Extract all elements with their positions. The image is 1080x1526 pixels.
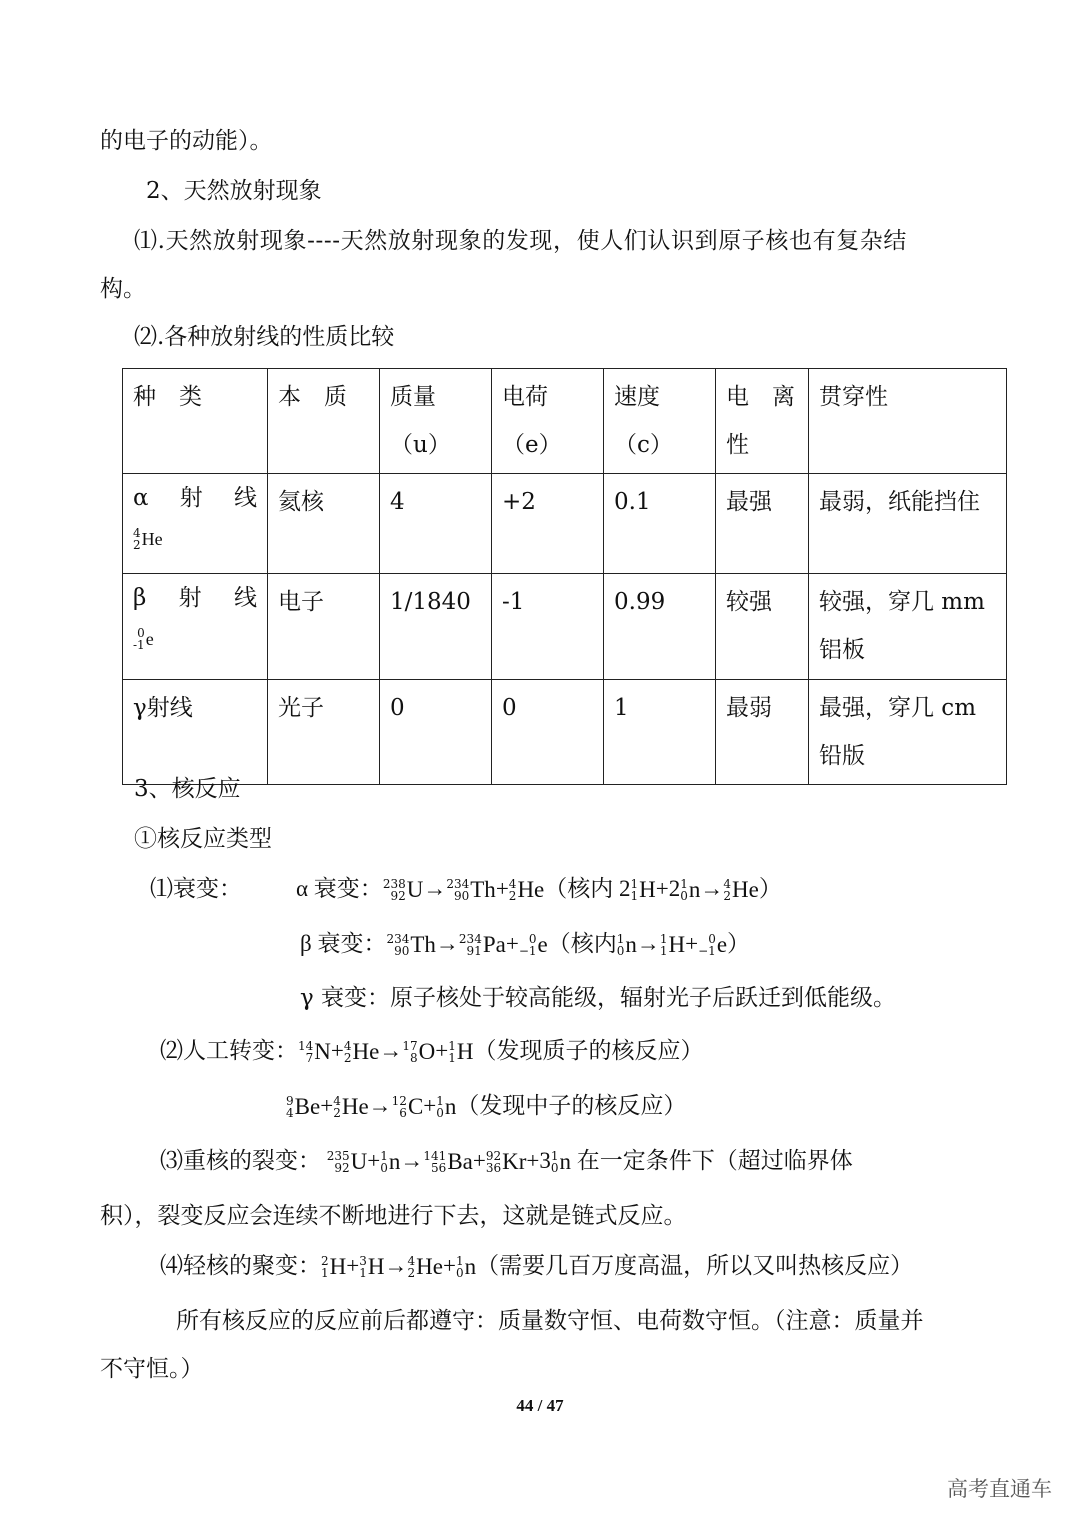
header-cell: 贯穿性: [809, 369, 1007, 474]
cell-text: 较强: [726, 589, 772, 615]
table-cell: [604, 680, 716, 785]
atomic-number: 0: [616, 944, 625, 958]
header-cell: 种 类: [123, 369, 268, 474]
formula-text: +: [367, 1148, 381, 1173]
mass-number: 0: [528, 932, 537, 946]
mass-number: 9: [286, 1094, 294, 1108]
mass-number: 2: [321, 1254, 329, 1268]
formula-text: （核内 2: [544, 876, 631, 901]
artificial-transmutation-formula-2: [286, 1091, 686, 1122]
mass-number: 1: [436, 1094, 444, 1108]
element-symbol: H: [367, 1254, 385, 1279]
formula-text: →: [636, 931, 660, 956]
nuclide: [386, 930, 435, 960]
nuclide: [446, 875, 495, 905]
table-cell: [380, 474, 492, 574]
element-symbol: Th: [410, 932, 436, 957]
fusion-formula: [160, 1251, 913, 1282]
element-symbol: n: [625, 932, 637, 957]
element-symbol: U: [350, 1149, 368, 1174]
element-symbol: He: [416, 1254, 443, 1279]
mass-number: 14: [298, 1039, 314, 1053]
formula-text: +: [320, 1093, 334, 1118]
formula-text: +: [435, 1038, 449, 1063]
mass-number: 1: [380, 1149, 388, 1163]
nuclide: [133, 619, 154, 659]
mass-number: 234: [458, 932, 482, 946]
mass-number: 141: [423, 1149, 447, 1163]
atomic-number: -1: [133, 638, 145, 652]
nuclide: [133, 519, 163, 559]
element-symbol: He: [352, 1039, 380, 1064]
table-cell: [809, 574, 1007, 680]
formula-text: （发现质子的核反应）: [473, 1038, 704, 1063]
atomic-number: 2: [723, 889, 732, 903]
cell-text: 氦核: [278, 489, 324, 515]
table-cell: [716, 574, 809, 680]
atomic-number: 90: [453, 889, 470, 903]
element-symbol: e: [716, 932, 728, 957]
cell-text: 电子: [278, 589, 324, 615]
artificial-transmutation-formula-1: [160, 1036, 704, 1067]
atomic-number: 91: [466, 944, 482, 958]
nuclide: [392, 1092, 424, 1122]
formula-text: →: [400, 1148, 424, 1173]
nuclide: [509, 875, 544, 905]
atomic-number: 0: [455, 1266, 464, 1280]
table-cell: [123, 474, 268, 574]
table-row: [123, 574, 1007, 680]
mass-number: 4: [333, 1094, 341, 1108]
atomic-number: 0: [550, 1161, 559, 1175]
table-header-row: [123, 369, 1007, 474]
element-symbol: N: [314, 1039, 331, 1064]
header-cell: 本 质: [268, 369, 380, 474]
element-symbol: C: [407, 1094, 424, 1119]
element-symbol: n: [388, 1149, 401, 1174]
text-line: 不守恒。）: [100, 1356, 204, 1382]
atomic-number: 1: [359, 1266, 367, 1280]
formula-text: （核内: [547, 931, 617, 956]
atomic-number: 2: [407, 1266, 416, 1280]
page-number: 44 / 47: [516, 1396, 564, 1415]
fission-formula: [160, 1146, 853, 1177]
table-cell: [268, 474, 380, 574]
table-cell: [716, 474, 809, 574]
element-symbol: Pa: [482, 932, 506, 957]
atomic-number: 0: [680, 889, 688, 903]
alpha-decay-formula: [296, 874, 782, 905]
decay-label: ⑴衰变：: [150, 876, 242, 902]
formula-text: +: [505, 931, 519, 956]
atomic-number: 1: [321, 1266, 329, 1280]
mass-number: 1: [550, 1149, 559, 1163]
formula-text: ）: [727, 931, 751, 956]
mass-number: 234: [386, 932, 410, 946]
mass-number: 92: [485, 1149, 502, 1163]
element-symbol: Kr: [502, 1149, 527, 1174]
table-cell: [492, 680, 604, 785]
nuclide: [408, 1252, 443, 1282]
cell-text: 0.99: [614, 589, 666, 615]
table-cell: [604, 474, 716, 574]
atomic-number: 1: [659, 944, 668, 958]
element-symbol: H: [668, 932, 686, 957]
formula-text: +2: [655, 876, 681, 901]
mass-number: 4: [133, 526, 141, 540]
mass-number: 238: [382, 877, 406, 891]
table-row: [123, 680, 1007, 785]
gamma-decay-text: γ 衰变：原子核处于较高能级，辐射光子后跃迁到低能级。: [300, 985, 897, 1011]
nuclide: [321, 1252, 346, 1282]
element-symbol: e: [537, 932, 548, 957]
header-cell: 电 离性: [716, 369, 809, 474]
formula-text: +: [423, 1093, 437, 1118]
atomic-number: 8: [410, 1051, 418, 1065]
cell-text: α 射 线: [133, 485, 257, 511]
nuclide: [486, 1147, 527, 1177]
table-cell: [809, 680, 1007, 785]
cell-text: 0.1: [614, 489, 651, 515]
atomic-number: 4: [286, 1106, 294, 1120]
atomic-number: 36: [485, 1161, 502, 1175]
nuclide: [436, 1092, 456, 1122]
atomic-number: 2: [508, 889, 517, 903]
element-symbol: Be: [294, 1094, 321, 1119]
atomic-number: 2: [133, 538, 141, 552]
text-line: 所有核反应的反应前后都遵守：质量数守恒、电荷数守恒。（注意：质量并: [176, 1308, 924, 1334]
cell-text: 1: [614, 695, 629, 721]
element-symbol: He: [517, 877, 545, 902]
element-symbol: n: [688, 877, 701, 902]
cell-text: 最弱: [726, 695, 772, 721]
mass-number: 4: [508, 877, 517, 891]
mass-number: 0: [708, 932, 716, 946]
cell-text: 最强: [726, 489, 772, 515]
nuclide: [698, 930, 727, 960]
mass-number: 1: [455, 1254, 464, 1268]
atomic-number: 90: [394, 944, 410, 958]
mass-number: 17: [402, 1039, 418, 1053]
table-cell: [123, 680, 268, 785]
text-line: 构。: [100, 276, 146, 302]
formula-text: →: [435, 931, 459, 956]
nuclide: [680, 875, 700, 905]
nuclide: [402, 1037, 435, 1067]
nuclide: [383, 875, 424, 905]
cell-text: 最强，穿几 cm 铅版: [819, 695, 977, 769]
atomic-number: 0: [380, 1161, 388, 1175]
formula-text: α 衰变：: [296, 876, 383, 901]
nuclide: [617, 930, 637, 960]
nuclide: [631, 875, 656, 905]
cell-text: γ射线: [133, 695, 193, 721]
formula-text: →: [379, 1038, 403, 1063]
atomic-number: 92: [334, 1161, 350, 1175]
cell-text: -1: [502, 589, 525, 615]
header-cell: 电荷（e）: [492, 369, 604, 474]
cell-text: 0: [502, 695, 517, 721]
element-symbol: He: [141, 529, 163, 549]
text-line: 的电子的动能）。: [100, 128, 273, 154]
mass-number: 4: [723, 877, 732, 891]
nuclide: [333, 1092, 368, 1122]
formula-text: ）: [758, 876, 782, 901]
table-row: [123, 474, 1007, 574]
mass-number: 1: [630, 877, 639, 891]
element-symbol: Th: [470, 877, 496, 902]
nuclide: [380, 1147, 400, 1177]
nuclide: [298, 1037, 331, 1067]
element-symbol: H: [329, 1254, 347, 1279]
cell-text: +2: [502, 489, 536, 515]
nuclide: [448, 1037, 473, 1067]
cell-text: β 射 线: [133, 585, 257, 611]
text-line: ⑵.各种放射线的性质比较: [134, 324, 395, 350]
element-symbol: U: [406, 877, 424, 902]
table-cell: [716, 680, 809, 785]
mass-number: 1: [680, 877, 688, 891]
element-symbol: n: [464, 1254, 477, 1279]
nuclide: [519, 930, 548, 960]
nuclide: [459, 930, 506, 960]
nuclide: [286, 1092, 320, 1122]
header-cell: 质量（u）: [380, 369, 492, 474]
table-cell: [268, 574, 380, 680]
mass-number: 3: [359, 1254, 367, 1268]
formula-text: ⑵人工转变：: [160, 1038, 298, 1063]
atomic-number: −1: [698, 944, 716, 958]
formula-text: +: [442, 1253, 456, 1278]
mass-number: 4: [407, 1254, 416, 1268]
nuclide: [359, 1252, 384, 1282]
formula-text: （需要几百万度高温，所以又叫热核反应）: [476, 1253, 914, 1278]
mass-number: 0: [137, 626, 145, 640]
atomic-number: 92: [390, 889, 406, 903]
table-cell: [492, 574, 604, 680]
table-cell: [492, 474, 604, 574]
header-cell: 速度（c）: [604, 369, 716, 474]
nuclide: [456, 1252, 476, 1282]
radiation-table: [122, 368, 1007, 785]
text-line: 积），裂变反应会连续不断地进行下去，这就是链式反应。: [100, 1203, 687, 1229]
cell-text: 最弱，纸能挡住: [819, 489, 980, 515]
formula-text: +: [330, 1038, 344, 1063]
formula-text: →: [384, 1253, 408, 1278]
formula-text: ⑷轻核的聚变：: [160, 1253, 321, 1278]
element-symbol: H: [639, 877, 656, 902]
atomic-number: 1: [448, 1051, 456, 1065]
atomic-number: 56: [431, 1161, 447, 1175]
section-heading: 2、天然放射现象: [146, 178, 322, 204]
formula-text: +: [346, 1253, 360, 1278]
formula-text: （发现中子的核反应）: [456, 1093, 687, 1118]
element-symbol: He: [341, 1094, 369, 1119]
formula-text: →: [368, 1093, 392, 1118]
atomic-number: 1: [630, 889, 639, 903]
element-symbol: n: [444, 1094, 457, 1119]
atomic-number: 2: [333, 1106, 341, 1120]
atomic-number: 0: [436, 1106, 444, 1120]
nuclide: [327, 1147, 368, 1177]
mass-number: 235: [326, 1149, 350, 1163]
table-cell: [268, 680, 380, 785]
mass-number: 1: [659, 932, 668, 946]
nuclide: [423, 1147, 472, 1177]
atomic-number: 6: [399, 1106, 407, 1120]
mass-number: 12: [391, 1094, 407, 1108]
text-line: ⑴.天然放射现象----天然放射现象的发现，使人们认识到原子核也有复杂结: [134, 228, 907, 254]
section-heading: 3、核反应: [134, 776, 241, 802]
mass-number: 234: [446, 877, 470, 891]
nuclide: [723, 875, 758, 905]
mass-number: 1: [448, 1039, 456, 1053]
cell-text: 1/1840: [390, 589, 471, 615]
cell-text: 0: [390, 695, 405, 721]
formula-text: →: [423, 876, 447, 901]
nuclide: [551, 1147, 571, 1177]
cell-text: 4: [390, 489, 405, 515]
element-symbol: n: [559, 1149, 572, 1174]
mass-number: 1: [616, 932, 625, 946]
table-cell: [380, 574, 492, 680]
element-symbol: Ba: [447, 1149, 473, 1174]
beta-decay-formula: [300, 929, 750, 960]
formula-text: 在一定条件下（超过临界体: [571, 1148, 853, 1173]
cell-text: 光子: [278, 695, 324, 721]
atomic-number: −1: [518, 944, 537, 958]
formula-text: →: [700, 876, 724, 901]
table-cell: [380, 680, 492, 785]
formula-text: +3: [526, 1148, 551, 1173]
atomic-number: 2: [343, 1051, 352, 1065]
formula-text: +: [685, 931, 699, 956]
atomic-number: 7: [305, 1051, 314, 1065]
formula-text: β 衰变：: [300, 931, 387, 956]
element-symbol: e: [145, 629, 154, 649]
table-cell: [604, 574, 716, 680]
mass-number: 4: [343, 1039, 352, 1053]
element-symbol: H: [456, 1039, 474, 1064]
table-cell: [809, 474, 1007, 574]
element-symbol: He: [732, 877, 759, 902]
cell-text: 较强，穿几 mm 铝板: [819, 589, 985, 663]
formula-text: +: [472, 1148, 486, 1173]
nuclide: [660, 930, 685, 960]
formula-text: +: [495, 876, 509, 901]
element-symbol: O: [418, 1039, 436, 1064]
table-cell: [123, 574, 268, 680]
watermark: 高考直通车: [947, 1477, 1052, 1501]
text-line: ①核反应类型: [134, 826, 272, 852]
formula-text: ⑶重核的裂变：: [160, 1148, 327, 1173]
nuclide: [344, 1037, 379, 1067]
